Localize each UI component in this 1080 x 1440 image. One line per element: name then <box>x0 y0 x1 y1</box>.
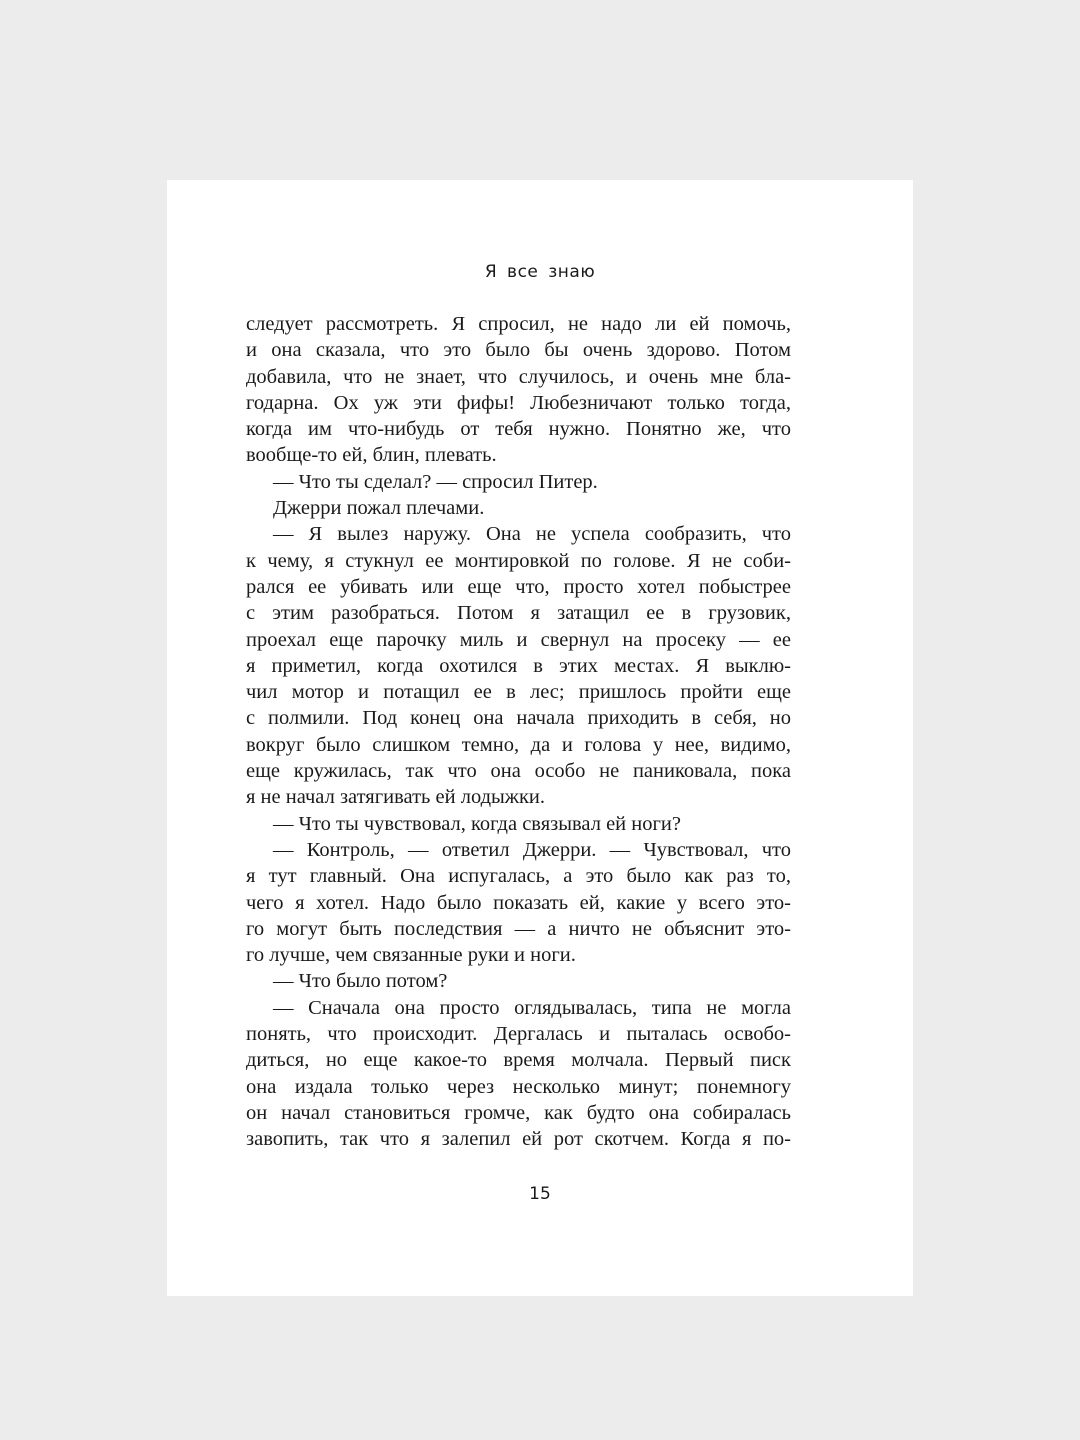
text-line: — Я вылез наружу. Она не успела сообразить, что <box>273 523 791 546</box>
text-line: и она сказала, что это было бы очень здорово. Потом <box>246 339 791 362</box>
text-line: вокруг было слишком темно, да и голова у нее, видимо, <box>246 733 791 756</box>
text-line: го лучше, чем связанные руки и ноги. <box>246 944 576 967</box>
text-line: чего я хотел. Надо было показать ей, какие у всего это- <box>246 891 791 914</box>
text-line: диться, но еще какое-то время молчала. Первый писк <box>246 1049 791 1072</box>
text-line: завопить, так что я залепил ей рот скотчем. Когда я по- <box>246 1128 791 1151</box>
text-line: — Контроль, — ответил Джерри. — Чувствовал, что <box>273 838 791 861</box>
text-line: — Что ты сделал? — спросил Питер. <box>273 470 598 493</box>
text-line: понять, что происходит. Дергалась и пыталась освобо- <box>246 1023 791 1046</box>
text-line: проехал еще парочку миль и свернул на просеку — ее <box>246 628 791 651</box>
text-line: го могут быть последствия — а ничто не объяснит это- <box>246 917 791 940</box>
text-line: когда им что-нибудь от тебя нужно. Понятно же, что <box>246 418 791 441</box>
text-line: я не начал затягивать ей лодыжки. <box>246 786 546 809</box>
text-line: к чему, я стукнул ее монтировкой по голове. Я не соби- <box>246 549 791 572</box>
text-line: — Сначала она просто оглядывалась, типа не могла <box>273 996 791 1019</box>
text-line: с полмили. Под конец она начала приходить в себя, но <box>246 707 791 730</box>
text-line: следует рассмотреть. Я спросил, не надо ли ей помочь, <box>246 313 791 335</box>
text-line: годарна. Ох уж эти фифы! Любезничают только тогда, <box>246 391 791 414</box>
text-line: рался ее убивать или еще что, просто хотел побыстрее <box>246 575 791 598</box>
text-line: чил мотор и потащил ее в лес; пришлось пройти еще <box>246 681 791 704</box>
running-head: Я все знаю <box>484 262 596 282</box>
text-line: я приметил, когда охотился в этих местах. Я выклю- <box>246 654 791 677</box>
text-line: я тут главный. Она испугалась, а это было как раз то, <box>246 865 791 888</box>
text-line: добавила, что не знает, что случилось, и очень мне бла- <box>246 365 791 388</box>
body-text <box>246 311 791 1153</box>
text-line: с этим разобраться. Потом я затащил ее в грузовик, <box>246 602 791 625</box>
page-number: 15 <box>529 1184 551 1204</box>
text-line: — Что ты чувствовал, когда связывал ей ноги? <box>273 812 681 835</box>
text-line: — Что было потом? <box>273 970 448 993</box>
text-line: вообще-то ей, блин, плевать. <box>246 444 497 467</box>
text-line: она издала только через несколько минут; понемногу <box>246 1075 791 1098</box>
text-line: он начал становиться громче, как будто она собиралась <box>246 1101 791 1124</box>
book-page <box>167 180 913 1296</box>
text-line: еще кружилась, так что она особо не паниковала, пока <box>246 760 791 783</box>
text-line: Джерри пожал плечами. <box>273 497 485 520</box>
